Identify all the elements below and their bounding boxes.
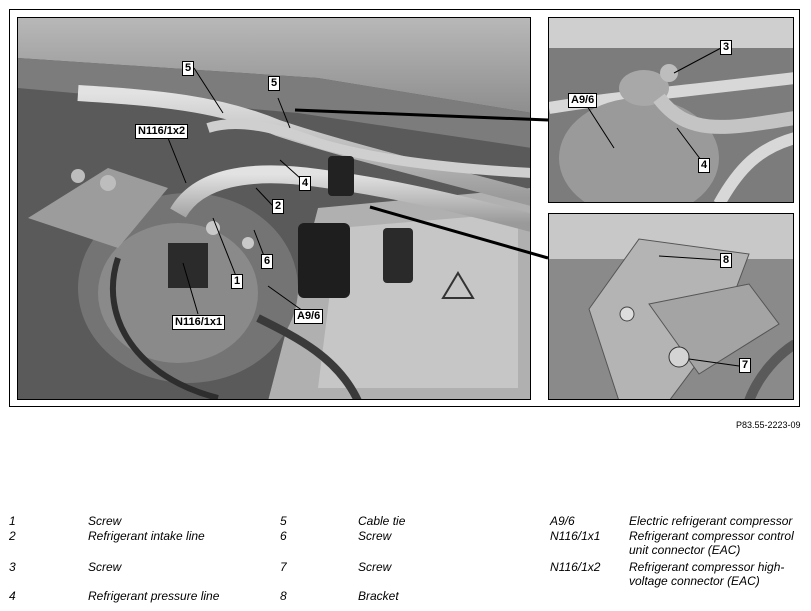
legend-description: Screw [358,529,392,543]
legend-number: A9/6 [550,514,575,528]
legend-description: Refrigerant intake line [88,529,205,543]
callout-5: 5 [268,76,280,91]
legend-number: N116/1x1 [550,529,601,543]
legend-description: Refrigerant compressor control unit connector (EAC) [629,529,794,557]
callout-n116-1x1: N116/1x1 [172,315,225,330]
legend-description: Refrigerant pressure line [88,589,220,603]
legend-number: 4 [9,589,16,603]
legend-number: 1 [9,514,16,528]
legend-description: Bracket [358,589,399,603]
detail-photo-bracket [548,213,794,400]
legend-number: 3 [9,560,16,574]
detail-photo-top-illustration [549,18,794,203]
legend-description: Screw [358,560,392,574]
callout-a9-6: A9/6 [568,93,597,108]
legend-description: Screw [88,514,122,528]
detail-photo-bracket-illustration [549,214,794,400]
legend-number: 5 [280,514,287,528]
callout-4: 4 [698,158,710,173]
callout-4: 4 [299,176,311,191]
callout-3: 3 [720,40,732,55]
callout-6: 6 [261,254,273,269]
legend-description: Refrigerant compressor high-voltage connector (EAC) [629,560,785,588]
legend-number: 7 [280,560,287,574]
detail-photo-compressor-top [548,17,794,203]
legend-number: N116/1x2 [550,560,601,574]
legend-description: Cable tie [358,514,406,528]
legend-number: 8 [280,589,287,603]
legend-description: Screw [88,560,122,574]
legend-number: 2 [9,529,16,543]
legend-number: 6 [280,529,287,543]
callout-a9-6: A9/6 [294,309,323,324]
callout-1: 1 [231,274,243,289]
callout-8: 8 [720,253,732,268]
callout-7: 7 [739,358,751,373]
callout-5: 5 [182,61,194,76]
callout-2: 2 [272,199,284,214]
figure-reference: P83.55-2223-09 [736,420,801,430]
callout-n116-1x2: N116/1x2 [135,124,188,139]
legend-description: Electric refrigerant compressor [629,514,793,528]
